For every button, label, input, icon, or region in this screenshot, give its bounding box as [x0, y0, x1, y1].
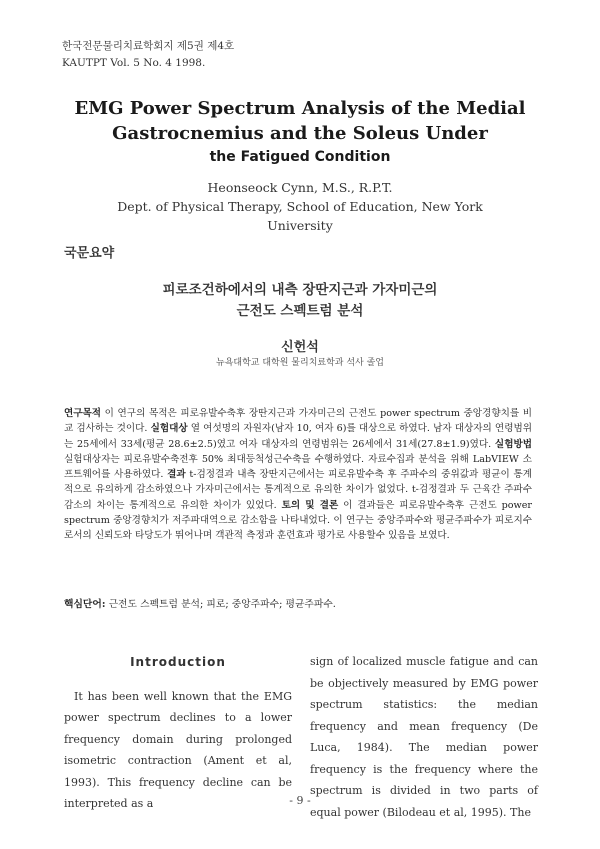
title-line-2: Gastrocnemius and the Soleus Under	[112, 123, 488, 144]
author-name: Heonseock Cynn, M.S., R.P.T.	[207, 180, 393, 195]
abstract-segment: 이 연구의 목적은 피로유발수축후 장딴지근과 가자미근의 근전도 power spectrum 중앙경향치를 비교 검사하는 것이다.	[64, 408, 532, 435]
introduction-right-text: sign of localized muscle fatigue and can be objectively measured by EMG power spectrum statistics: the median frequency and mean frequency (De Luca, 1984). The median power frequency is the frequency where the spectrum is divided in two parts of equal power (Bilodeau et al, 1995). The	[310, 655, 538, 819]
abstract-segment: 토의 및 결론	[281, 499, 339, 511]
korean-title	[40, 280, 560, 322]
abstract-segment: 이 결과들은 피로유발수축후 근전도 power spectrum 중앙경향치가 저주파대역으로 감소함을 나타내었다. 이 연구는 중앙주파수와 평균주파수가 피로지수로서의 신뢰도와 타당도가 뛰어나며 객관적 측정과 훈련효과 평가로 사용할수 있음을 보였다.	[64, 499, 532, 542]
korean-affiliation: 뉴욕대학교 대학원 물리치료학과 석사 졸업	[216, 358, 384, 368]
journal-name-korean: 한국전문물리치료학회지 제5권 제4호	[62, 40, 235, 52]
abstract-segment: 실험방법	[494, 438, 532, 450]
abstract-segment: 실험대상	[150, 423, 188, 435]
keywords-label: 핵심단어:	[64, 599, 106, 610]
korean-abstract-label: 국문요약	[64, 246, 115, 261]
abstract-segment: t-검정결과 내측 장딴지근에서는 피로유발수축 후 주파수의 중위값과 평균이 통계적으로 유의하게 감소하였으나 가자미근에서는 통계적으로 유의한 차이가 없었다. t-검정결과 두 근육간 주파수 감소의 차이는 통계적으로 유의한 차이가 있었다.	[64, 469, 533, 511]
author-affiliation-1: Dept. of Physical Therapy, School of Education, New York	[117, 199, 483, 214]
journal-name-english: KAUTPT Vol. 5 No. 4 1998.	[62, 57, 206, 69]
journal-header	[62, 38, 234, 72]
keywords-text: 근전도 스펙트럼 분석; 피로; 중앙주파수; 평균주파수.	[105, 599, 336, 610]
author-affiliation-2: University	[267, 218, 333, 233]
korean-abstract-body	[64, 406, 532, 544]
abstract-segment: 결과	[167, 469, 186, 481]
introduction-left-text: It has been well known that the EMG power spectrum declines to a lower frequency domain during prolonged isometric contraction (Ament et al, 1993). This frequency decline can be interpreted as a	[64, 689, 292, 810]
keywords	[64, 596, 532, 610]
column-left	[64, 650, 292, 815]
title-line-1: EMG Power Spectrum Analysis of the Medial	[74, 98, 526, 119]
abstract-segment: 열 여섯명의 자원자(남자 10, 여자 6)를 대상으로 하였다. 남자 대상자의 연령범위는 25세에서 33세(평균 28.6±2.5)였고 여자 대상자의 연령범위는 26세에서 31세(27.8±1.9)였다.	[64, 423, 532, 450]
korean-title-line-1: 피로조건하에서의 내측 장딴지근과 가자미근의	[162, 282, 438, 298]
page-number: - 9 -	[289, 794, 311, 807]
korean-author: 신헌석	[281, 340, 319, 355]
introduction-heading: Introduction	[130, 655, 226, 669]
korean-title-line-2: 근전도 스펙트럼 분석	[236, 303, 364, 319]
author-block	[60, 178, 540, 235]
abstract-segment: 연구목적	[64, 408, 102, 419]
paper-title	[40, 96, 560, 168]
abstract-segment: 실험대상자는 피로유발수축전후 50% 최대등척성근수축을 수행하였다. 자료수집과 분석을 위해 LabVIEW 소프트웨어를 사용하였다.	[64, 453, 532, 481]
title-line-3: the Fatigued Condition	[209, 149, 391, 165]
